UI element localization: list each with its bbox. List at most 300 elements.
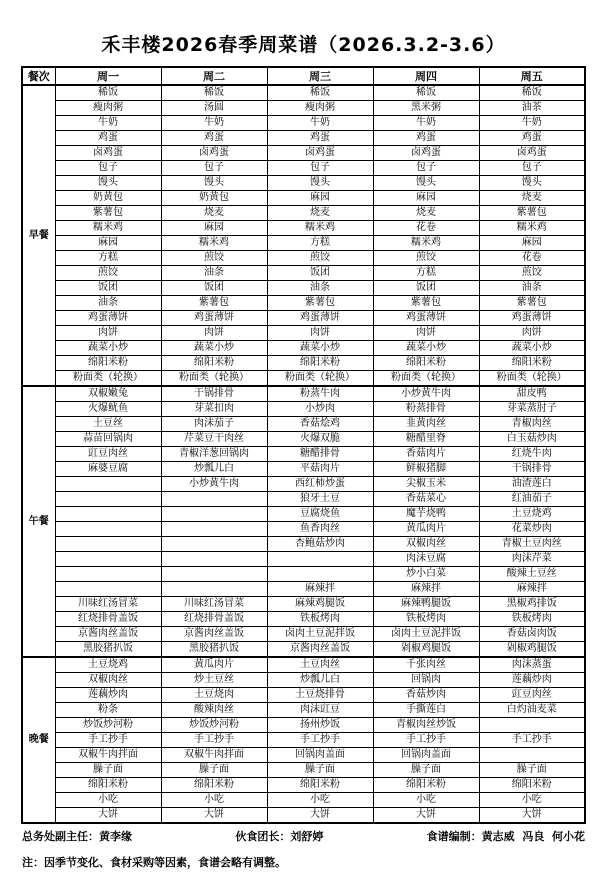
menu-cell [479,748,585,763]
adjustment-note: 注：因季节变化、食材采购等因素，食谱会略有调整。 [22,856,286,869]
menu-cell: 铁板烤肉 [267,612,373,627]
menu-cell: 牛奶 [479,116,585,131]
menu-row [22,612,585,627]
menu-cell: 麻辣拌 [267,582,373,597]
menu-row [22,582,585,597]
menu-cell: 肉沫芹菜 [479,552,585,567]
menu-cell: 川味红汤冒菜 [55,597,161,612]
menu-cell: 粉面类（轮换） [161,371,267,387]
menu-row [22,266,585,281]
menu-cell: 红烧排骨盖饭 [55,612,161,627]
menu-row [22,537,585,552]
menu-row [22,176,585,191]
menu-cell: 包子 [373,161,479,176]
menu-row [22,221,585,236]
menu-row [22,371,585,387]
menu-row [22,642,585,658]
menu-cell: 鸡蛋薄饼 [479,311,585,326]
menu-cell [55,537,161,552]
menu-cell: 烧麦 [161,206,267,221]
menu-row [22,131,585,146]
menu-cell: 双椒嫩兔 [55,386,161,402]
menu-cell: 手撕莲白 [373,703,479,718]
menu-cell: 奶黄包 [161,191,267,206]
menu-cell: 川味红汤冒菜 [161,597,267,612]
menu-cell: 紫薯包 [373,296,479,311]
menu-cell: 紫薯包 [55,206,161,221]
menu-cell: 稀饭 [161,85,267,101]
menu-cell: 绵阳米粉 [479,778,585,793]
menu-cell: 糯米鸡 [267,221,373,236]
menu-row [22,146,585,161]
menu-cell: 香菇菜心 [373,492,479,507]
menu-cell: 回锅肉 [373,673,479,688]
menu-cell: 粉蒸排骨 [373,402,479,417]
menu-row [22,627,585,642]
menu-row [22,296,585,311]
menu-cell: 小吃 [161,793,267,808]
menu-cell: 馒头 [479,176,585,191]
menu-cell: 炒饭炒河粉 [55,718,161,733]
menu-cell: 白玉菇炒肉 [479,432,585,447]
menu-cell: 绵阳米粉 [55,778,161,793]
menu-cell [55,477,161,492]
menu-cell: 火爆双脆 [267,432,373,447]
menu-cell: 馒头 [373,176,479,191]
menu-cell: 青椒土豆肉丝 [479,537,585,552]
menu-row [22,341,585,356]
menu-cell: 豇豆肉丝 [55,447,161,462]
menu-cell: 回锅肉盖面 [267,748,373,763]
menu-cell: 小炒肉 [267,402,373,417]
menu-cell: 麻辣拌 [479,582,585,597]
menu-cell: 肉饼 [55,326,161,341]
header-row [22,67,585,85]
menu-cell: 小吃 [373,793,479,808]
menu-cell: 鸡蛋 [161,131,267,146]
menu-cell: 麻辣拌 [373,582,479,597]
menu-row [22,507,585,522]
menu-cell: 肉沫蒸蛋 [479,657,585,673]
menu-cell: 糖醋里脊 [373,432,479,447]
menu-cell: 鸡蛋 [373,131,479,146]
menu-cell: 芽菜扣肉 [161,402,267,417]
menu-cell: 馒头 [161,176,267,191]
menu-cell: 莲藕炒肉 [479,673,585,688]
menu-cell: 双椒肉丝 [55,673,161,688]
menu-cell: 黄瓜肉片 [373,522,479,537]
menu-cell: 京酱肉丝盖饭 [55,627,161,642]
menu-cell: 烧麦 [373,206,479,221]
menu-cell: 麻园 [55,236,161,251]
menu-cell: 煎饺 [55,266,161,281]
menu-row [22,326,585,341]
menu-cell: 双椒牛肉拌面 [161,748,267,763]
menu-cell: 煎饺 [479,266,585,281]
menu-row [22,748,585,763]
menu-row [22,236,585,251]
menu-cell: 麻婆豆腐 [55,462,161,477]
menu-cell: 花卷 [479,251,585,266]
menu-row [22,251,585,266]
menu-cell: 手工抄手 [373,733,479,748]
menu-cell: 肉沫豇豆 [267,703,373,718]
menu-cell: 大饼 [479,808,585,824]
menu-cell: 粉面类（轮换） [373,371,479,387]
menu-cell: 京酱肉丝盖饭 [161,627,267,642]
menu-cell: 香菇肉片 [373,447,479,462]
menu-cell: 土豆烧排骨 [267,688,373,703]
menu-cell: 臊子面 [479,763,585,778]
menu-page [0,30,607,888]
menu-cell: 油条 [55,296,161,311]
menu-cell: 方糕 [373,266,479,281]
menu-cell: 卤鸡蛋 [55,146,161,161]
menu-cell: 绵阳米粉 [161,778,267,793]
menu-cell: 方糕 [267,236,373,251]
menu-cell: 炒小白菜 [373,567,479,582]
menu-cell: 大饼 [55,808,161,824]
menu-cell: 粉条 [55,703,161,718]
menu-cell: 红油茄子 [479,492,585,507]
menu-cell: 糯米鸡 [161,236,267,251]
menu-cell: 包子 [161,161,267,176]
column-header: 周四 [373,67,479,85]
menu-cell: 汤圆 [161,101,267,116]
menu-cell: 蔬菜小炒 [479,341,585,356]
menu-cell: 瘦肉粥 [55,101,161,116]
menu-cell: 花菜炒肉 [479,522,585,537]
menu-cell: 鸡蛋薄饼 [267,311,373,326]
menu-cell: 鸡蛋 [267,131,373,146]
menu-cell: 青椒洋葱回锅肉 [161,447,267,462]
menu-row [22,161,585,176]
menu-cell: 臊子面 [161,763,267,778]
menu-cell [55,522,161,537]
menu-cell: 扬州炒饭 [267,718,373,733]
menu-cell: 酸辣肉丝 [161,703,267,718]
menu-cell: 牛奶 [373,116,479,131]
menu-cell: 肉饼 [479,326,585,341]
menu-cell: 大饼 [267,808,373,824]
menu-row [22,808,585,824]
menu-cell [55,492,161,507]
menu-cell: 麻辣鸡腿饭 [267,597,373,612]
menu-cell: 糯米鸡 [55,221,161,236]
menu-cell: 手工抄手 [161,733,267,748]
menu-cell: 花卷 [373,221,479,236]
menu-cell: 香菇烩鸡 [267,417,373,432]
menu-cell: 饭团 [161,281,267,296]
menu-cell: 莲藕炒肉 [55,688,161,703]
menu-cell: 奶黄包 [55,191,161,206]
menu-cell: 瘦肉粥 [267,101,373,116]
menu-cell [55,582,161,597]
menu-cell: 西红柿炒蛋 [267,477,373,492]
menu-cell: 土豆烧鸡 [479,507,585,522]
menu-row [22,778,585,793]
menu-cell: 剁椒鸡腿饭 [373,642,479,658]
menu-cell: 狼牙土豆 [267,492,373,507]
menu-row [22,522,585,537]
menu-cell: 麻园 [267,191,373,206]
menu-cell: 粉面类（轮换） [55,371,161,387]
menu-cell: 牛奶 [161,116,267,131]
menu-cell [55,567,161,582]
menu-row [22,733,585,748]
menu-cell: 糯米鸡 [373,236,479,251]
menu-cell: 鸡蛋 [479,131,585,146]
menu-cell: 干锅排骨 [161,386,267,402]
menu-cell: 芹菜豆干肉丝 [161,432,267,447]
menu-cell: 包子 [479,161,585,176]
menu-row [22,567,585,582]
menu-cell: 麻园 [161,221,267,236]
menu-row [22,552,585,567]
menu-row [22,673,585,688]
menu-cell: 绵阳米粉 [267,778,373,793]
menu-cell: 麻辣鸭腿饭 [373,597,479,612]
menu-cell: 炒饭炒河粉 [161,718,267,733]
menu-cell: 千张肉丝 [373,657,479,673]
menu-cell [479,718,585,733]
menu-row [22,657,585,673]
meal-section-label: 早餐 [22,85,55,386]
menu-cell: 紫薯包 [479,206,585,221]
menu-row [22,417,585,432]
menu-cell: 小吃 [55,793,161,808]
meal-section-label: 晚餐 [22,657,55,823]
menu-cell: 馒头 [267,176,373,191]
menu-cell: 绵阳米粉 [267,356,373,371]
menu-row [22,402,585,417]
menu-cell [267,552,373,567]
signature-line [22,828,585,844]
menu-cell: 黑胶猪扒饭 [55,642,161,658]
menu-row [22,447,585,462]
menu-cell: 煎饺 [161,251,267,266]
menu-cell: 芽菜蒸肘子 [479,402,585,417]
menu-cell: 糖醋排骨 [267,447,373,462]
menu-cell: 红烧排骨盖饭 [161,612,267,627]
column-header: 周三 [267,67,373,85]
menu-cell [161,492,267,507]
menu-cell: 土豆丝 [55,417,161,432]
menu-cell: 绵阳米粉 [479,356,585,371]
menu-cell: 黑胶猪扒饭 [161,642,267,658]
menu-cell: 回锅肉盖面 [373,748,479,763]
menu-cell: 粉面类（轮换） [267,371,373,387]
menu-cell: 油条 [479,281,585,296]
menu-cell: 方糕 [55,251,161,266]
menu-cell [161,507,267,522]
menu-row [22,492,585,507]
menu-cell: 炒土豆丝 [161,673,267,688]
menu-row [22,191,585,206]
menu-row [22,206,585,221]
menu-cell: 大饼 [373,808,479,824]
menu-cell: 炒瓢儿白 [161,462,267,477]
menu-cell: 蔬菜小炒 [161,341,267,356]
menu-row [22,718,585,733]
menu-cell: 甜皮鸭 [479,386,585,402]
menu-cell: 油条 [267,281,373,296]
menu-cell: 麻园 [479,236,585,251]
menu-cell: 剁椒鸡腿饭 [479,642,585,658]
menu-cell [161,537,267,552]
menu-cell: 蔬菜小炒 [55,341,161,356]
menu-cell: 鱼香肉丝 [267,522,373,537]
menu-cell [161,552,267,567]
menu-row [22,356,585,371]
menu-cell: 小炒黄牛肉 [161,477,267,492]
menu-table-body [22,85,585,823]
column-header: 周二 [161,67,267,85]
menu-compilers-signature: 食谱编制：黄志威 冯良 何小花 [426,830,585,843]
menu-cell: 香菇炒肉 [373,688,479,703]
menu-cell: 臊子面 [373,763,479,778]
menu-row [22,281,585,296]
menu-cell: 煎饺 [267,251,373,266]
menu-row [22,793,585,808]
menu-row [22,597,585,612]
menu-cell: 蔬菜小炒 [267,341,373,356]
menu-cell: 卤鸡蛋 [161,146,267,161]
menu-cell: 小吃 [267,793,373,808]
menu-cell: 牛奶 [267,116,373,131]
canteen-leader-signature: 伙食团长：刘舒婷 [235,830,324,843]
menu-cell: 稀饭 [267,85,373,101]
menu-cell: 鸡蛋薄饼 [373,311,479,326]
menu-row [22,101,585,116]
menu-cell: 京酱肉丝盖饭 [267,642,373,658]
menu-cell: 麻园 [373,191,479,206]
menu-cell: 平菇肉片 [267,462,373,477]
menu-cell: 饭团 [373,281,479,296]
menu-cell: 肉饼 [373,326,479,341]
menu-row [22,688,585,703]
menu-cell: 油条 [161,266,267,281]
menu-cell: 粉面类（轮换） [479,371,585,387]
menu-cell: 臊子面 [267,763,373,778]
menu-cell: 双椒牛肉拌面 [55,748,161,763]
menu-cell: 魔芋烧鸭 [373,507,479,522]
menu-cell: 铁板烤肉 [479,612,585,627]
menu-cell: 双椒肉丝 [373,537,479,552]
menu-cell: 绵阳米粉 [55,356,161,371]
menu-cell: 油茶 [479,101,585,116]
menu-cell: 绵阳米粉 [373,778,479,793]
menu-cell: 绵阳米粉 [373,356,479,371]
menu-cell: 手工抄手 [267,733,373,748]
menu-cell: 铁板烤肉 [373,612,479,627]
menu-cell [161,567,267,582]
menu-cell: 卤鸡蛋 [373,146,479,161]
menu-cell: 豇豆肉丝 [479,688,585,703]
menu-cell: 粉蒸牛肉 [267,386,373,402]
menu-cell: 杏鲍菇炒肉 [267,537,373,552]
menu-cell: 小炒黄牛肉 [373,386,479,402]
director-signature: 总务处副主任：黄李缘 [22,830,132,843]
menu-row [22,703,585,718]
menu-row [22,462,585,477]
menu-cell: 烧麦 [267,206,373,221]
menu-cell: 火爆鱿鱼 [55,402,161,417]
menu-cell [161,582,267,597]
page-title: 禾丰楼2026春季周菜谱（2026.3.2-3.6） [101,34,506,56]
menu-cell: 稀饭 [373,85,479,101]
column-header: 周五 [479,67,585,85]
menu-cell: 油渣莲白 [479,477,585,492]
menu-cell [55,507,161,522]
menu-cell: 卤鸡蛋 [267,146,373,161]
menu-cell: 土豆烧鸡 [55,657,161,673]
menu-row [22,477,585,492]
menu-cell [55,552,161,567]
menu-cell: 白灼油麦菜 [479,703,585,718]
menu-cell: 肉饼 [161,326,267,341]
menu-cell: 鸡蛋薄饼 [55,311,161,326]
menu-row [22,311,585,326]
menu-cell: 黄瓜肉片 [161,657,267,673]
weekly-menu-table [21,66,586,824]
menu-cell: 香菇卤肉饭 [479,627,585,642]
menu-cell: 肉沫茄子 [161,417,267,432]
menu-cell: 尖椒玉米 [373,477,479,492]
menu-cell: 牛奶 [55,116,161,131]
menu-cell: 酸辣土豆丝 [479,567,585,582]
menu-cell: 馒头 [55,176,161,191]
menu-cell: 大饼 [161,808,267,824]
menu-cell: 糯米鸡 [479,221,585,236]
menu-cell: 卤肉土豆泥拌饭 [267,627,373,642]
menu-cell: 臊子面 [55,763,161,778]
menu-cell: 炒瓢儿白 [267,673,373,688]
menu-cell: 包子 [55,161,161,176]
column-header: 餐次 [22,67,55,85]
menu-cell: 稀饭 [479,85,585,101]
menu-cell: 绵阳米粉 [161,356,267,371]
menu-cell: 黑椒鸡排饭 [479,597,585,612]
menu-cell: 手工抄手 [479,733,585,748]
menu-cell: 干锅排骨 [479,462,585,477]
menu-cell [161,522,267,537]
menu-cell: 青椒肉丝 [479,417,585,432]
menu-cell: 肉沫豆腐 [373,552,479,567]
menu-cell: 煎饺 [373,251,479,266]
menu-cell: 饭团 [55,281,161,296]
menu-cell: 紫薯包 [267,296,373,311]
menu-cell: 鲜椒猪脚 [373,462,479,477]
menu-cell: 手工抄手 [55,733,161,748]
menu-cell: 青椒肉丝炒饭 [373,718,479,733]
menu-row [22,763,585,778]
menu-cell: 红烧牛肉 [479,447,585,462]
menu-cell: 土豆肉丝 [267,657,373,673]
menu-cell: 卤肉土豆泥拌饭 [373,627,479,642]
menu-row [22,85,585,101]
menu-cell: 稀饭 [55,85,161,101]
column-header: 周一 [55,67,161,85]
menu-cell: 土豆烧肉 [161,688,267,703]
menu-cell: 蔬菜小炒 [373,341,479,356]
menu-cell: 黑米粥 [373,101,479,116]
menu-cell [267,567,373,582]
menu-cell: 小吃 [479,793,585,808]
menu-row [22,432,585,447]
menu-cell: 紫薯包 [161,296,267,311]
menu-row [22,386,585,402]
